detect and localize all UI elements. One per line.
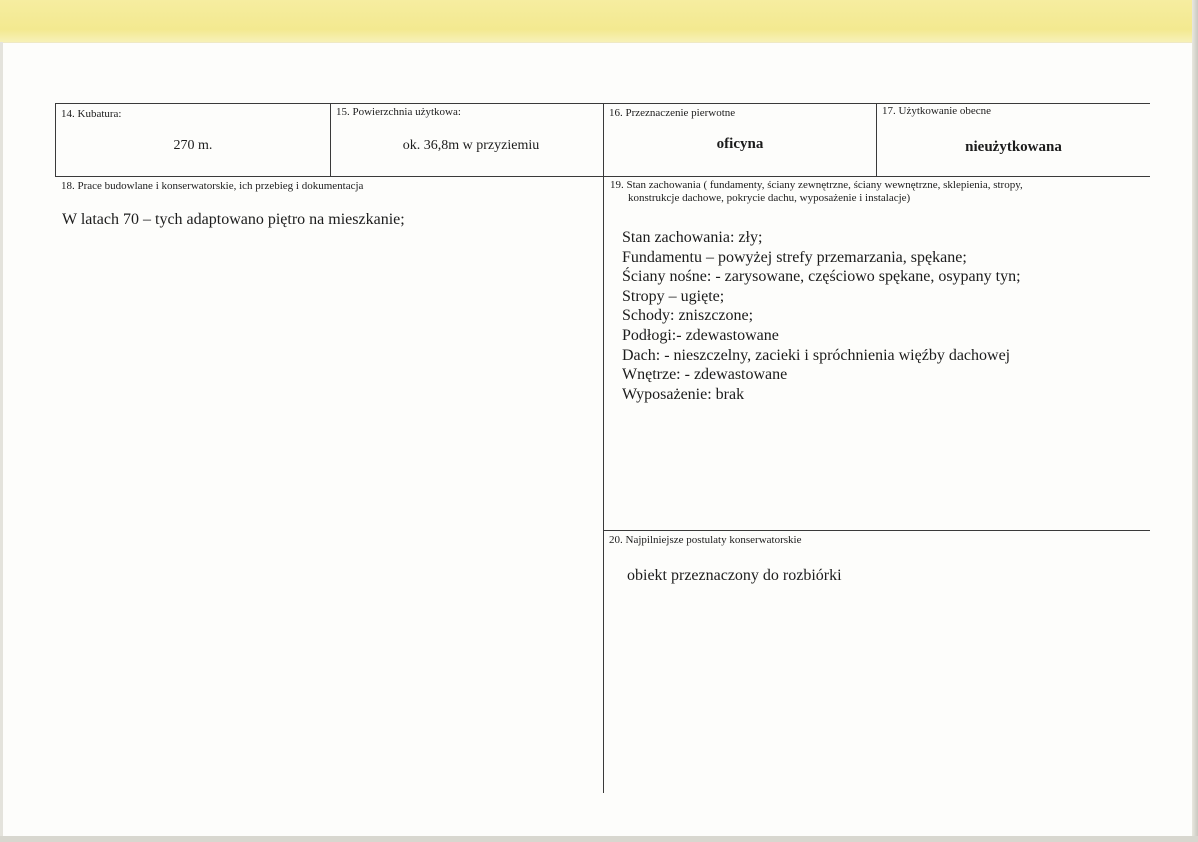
- field-19-line: Dach: - nieszczelny, zacieki i spróchnienia więźby dachowej: [622, 346, 1011, 364]
- field-19-label-line1: 19. Stan zachowania ( fundamenty, ściany zewnętrzne, ściany wewnętrzne, sklepienia, stropy,: [610, 179, 1023, 191]
- field-17-value: nieużytkowana: [965, 139, 1062, 155]
- scan-bottom-edge: [0, 836, 1198, 842]
- field-19-label-line2: konstrukcje dachowe, pokrycie dachu, wyposażenie i instalacje): [628, 192, 911, 204]
- field-19-line: Fundamentu – powyżej strefy przemarzania, spękane;: [622, 248, 967, 266]
- field-15-value: ok. 36,8m w przyziemiu: [402, 138, 540, 153]
- field-16-label: 16. Przeznaczenie pierwotne: [609, 107, 736, 119]
- field-19-lines: [622, 228, 1021, 404]
- field-15-label: 15. Powierzchnia użytkowa:: [336, 106, 461, 118]
- scan-top-band: [0, 0, 1198, 43]
- field-14-value: 270 m.: [173, 138, 213, 153]
- field-19-line: Podłogi:- zdewastowane: [622, 326, 779, 344]
- center-divider: [603, 103, 604, 793]
- field-19-line: Ściany nośne: - zarysowane, częściowo spękane, osypany tyn;: [622, 268, 1021, 286]
- scan-right-edge: [1192, 0, 1198, 842]
- field-19-line: Wyposażenie: brak: [622, 385, 745, 403]
- field-19-line: Stan zachowania: zły;: [622, 229, 763, 246]
- field-17-label: 17. Użytkowanie obecne: [882, 105, 992, 117]
- field-19-line: Schody: zniszczone;: [622, 307, 754, 325]
- field-20-label: 20. Najpilniejsze postulaty konserwatorskie: [609, 534, 802, 546]
- field-18-value: W latach 70 – tych adaptowano piętro na mieszkanie;: [62, 211, 405, 228]
- field20-top-line: [604, 530, 1150, 531]
- field-20-value: obiekt przeznaczony do rozbiórki: [627, 567, 842, 584]
- field-16-value: oficyna: [716, 136, 764, 152]
- field-19-line: Stropy – ugięte;: [622, 287, 725, 305]
- scan-left-edge: [0, 42, 3, 842]
- field-14-label: 14. Kubatura:: [61, 108, 122, 120]
- field-18-label: 18. Prace budowlane i konserwatorskie, ich przebieg i dokumentacja: [61, 180, 364, 192]
- field-19-line: Wnętrze: - zdewastowane: [622, 366, 788, 384]
- divider-14-15: [330, 103, 331, 177]
